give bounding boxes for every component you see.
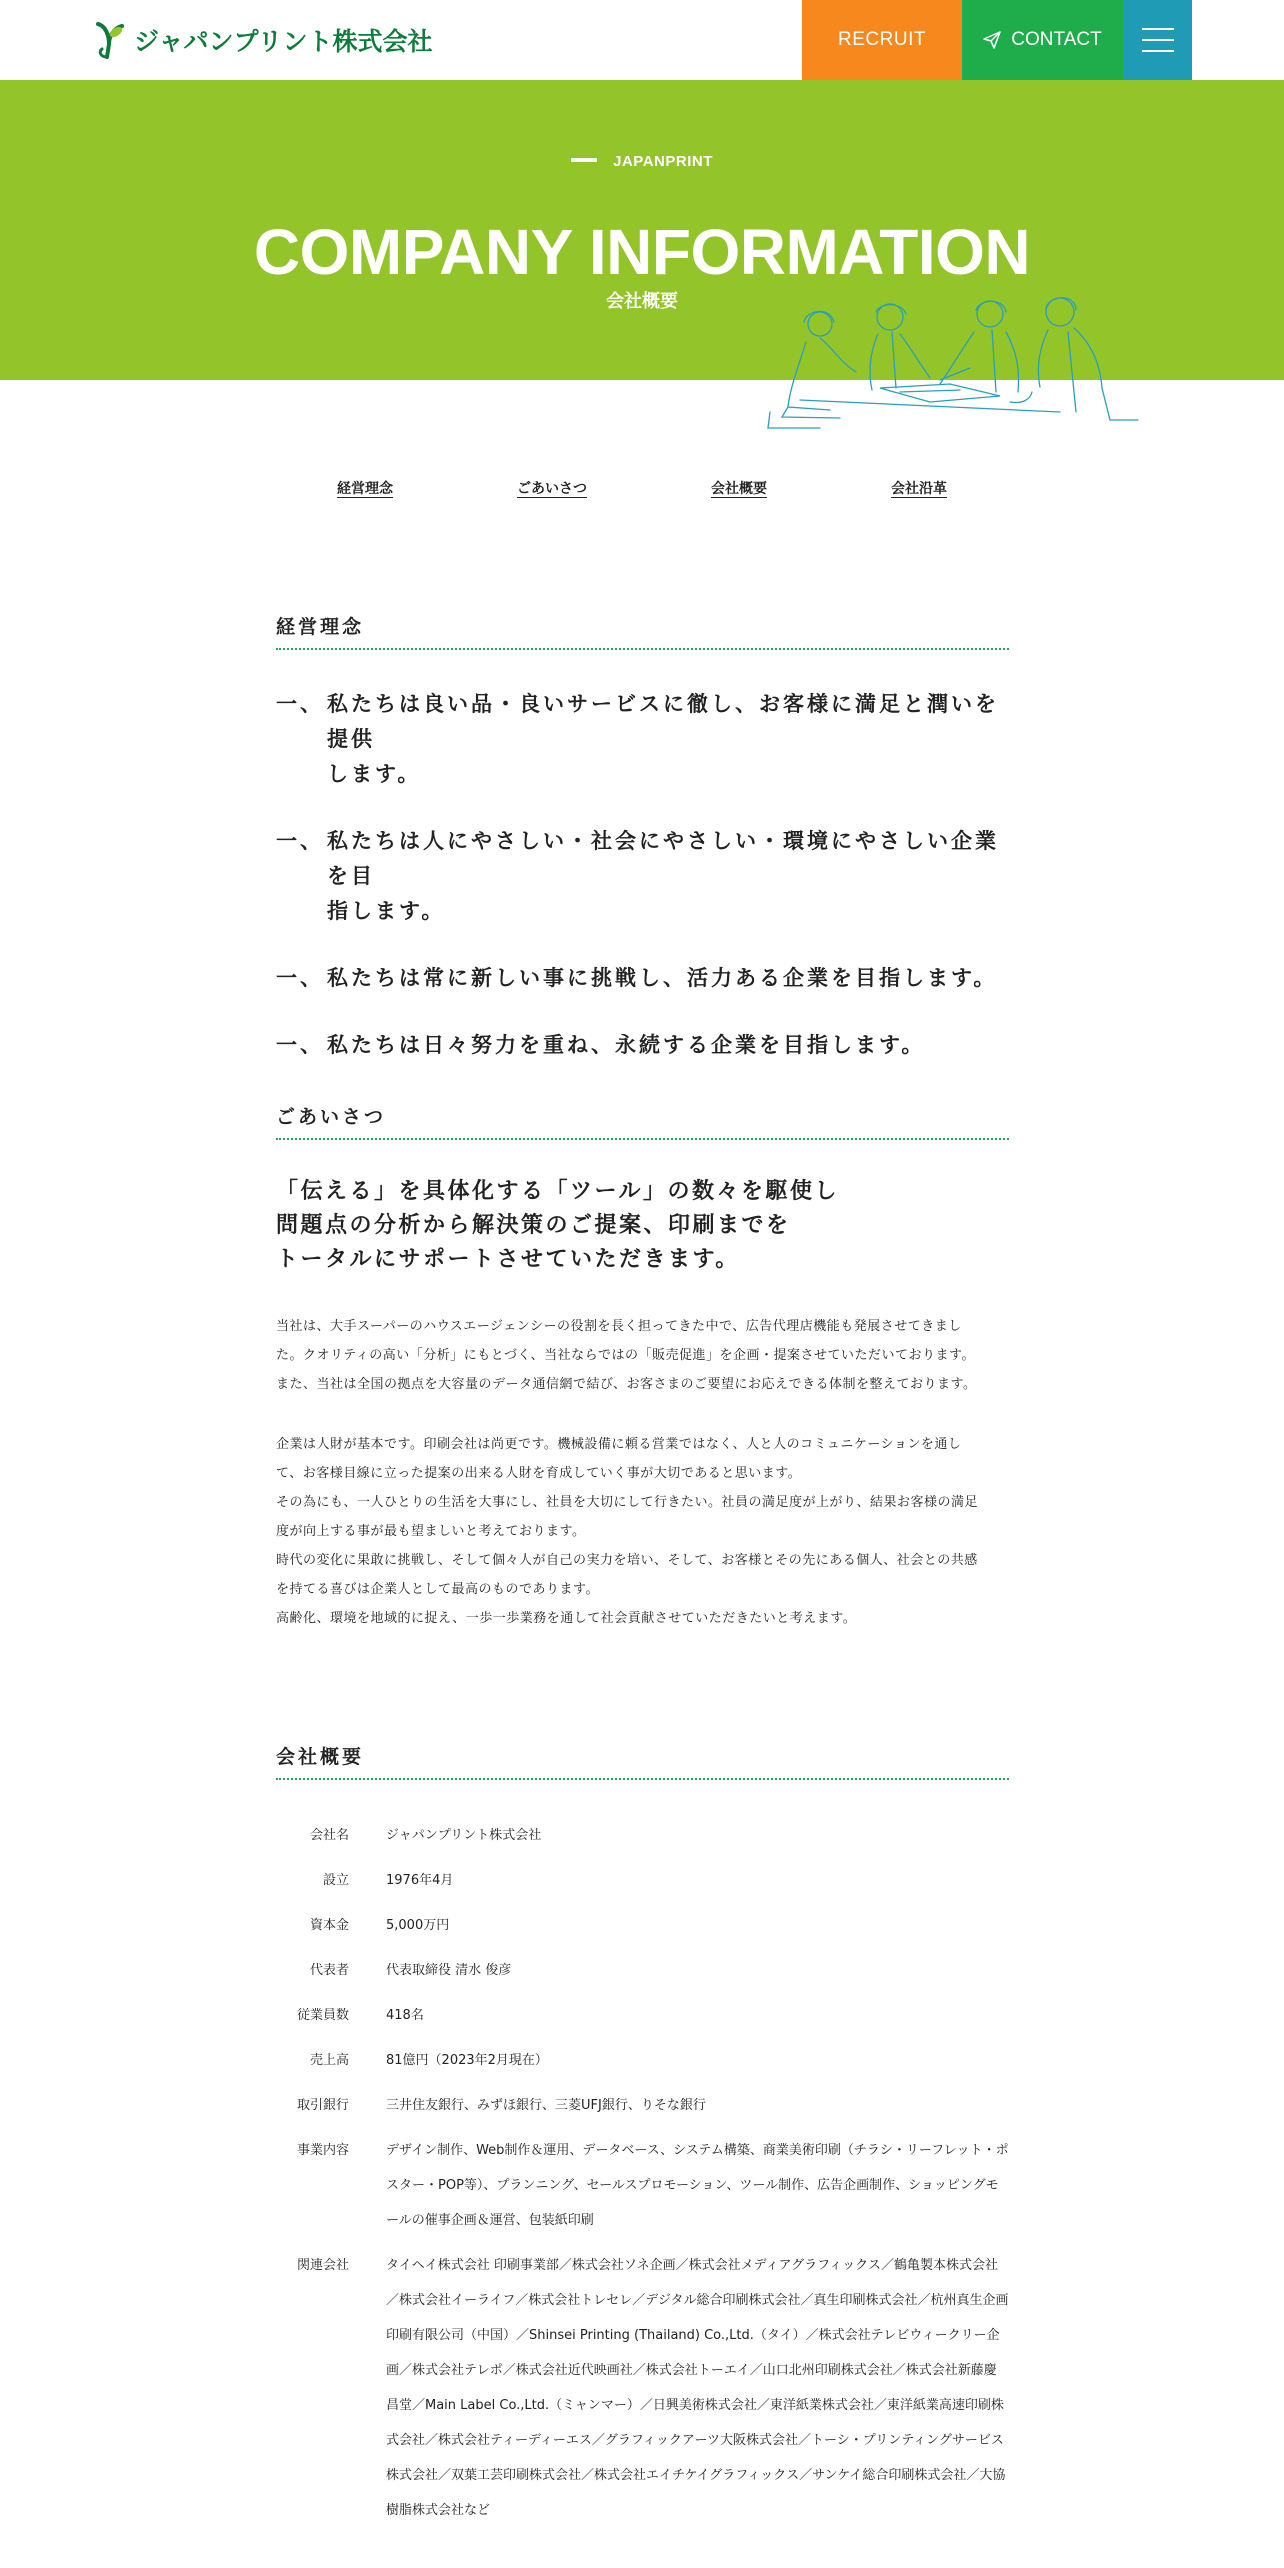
creed-mark: 一、 (276, 829, 324, 853)
company-info-table (276, 1818, 1009, 2538)
contact-button[interactable] (962, 0, 1123, 80)
table-row: 資本金 5,000万円 (309, 1918, 450, 1933)
hero-subtitle: JAPANPRINT (0, 153, 1284, 170)
creed-mark: 一、 (276, 966, 324, 990)
meeting-people-illustration (760, 292, 1140, 432)
recruit-button[interactable] (802, 0, 962, 80)
philosophy-item: 一、 私たちは常に新しい事に挑戦し、活力ある企業を目指します。 (276, 961, 1009, 996)
greeting-lead: 「伝える」を具体化する「ツール」の数々を駆使し 問題点の分析から解決策のご提案、印刷までを トータルにサポートさせていただきます。 (276, 1179, 840, 1272)
anchor-link-greeting[interactable]: ごあいさつ (517, 481, 587, 497)
table-row: 売上高 81億円（2023年2月現在） (309, 2053, 548, 2068)
table-row: 関連会社 タイヘイ株式会社 印刷事業部／株式会社ソネ企画／株式会社メディアグラフィックス／鶴亀製本株式会社／株式会社イーライフ／株式会社トレセレ／デジタル総合印刷株式会社／真生印刷株式会社／杭州真生企画印刷有限公司（中国）／Shinsei Printing (Thailand) Co.,Ltd.（タイ）／株式会社テレビウィークリー企画／株式会社テレポ／株式会社近代映画社／株式会社トーエイ／山口北州印刷株式会社／株式会社新藤慶昌堂／Main Label Co.,Ltd.（ミャンマー）／日興美術株式会社／東洋紙業株式会社／東洋紙業高速印刷株式会社／株式会社ティーディーエス／グラフィックアーツ大阪株式会社／トーシ・プリンティングサービス株式会社／双葉工芸印刷株式会社／株式会社エイチケイグラフィックス／サンケイ総合印刷株式会社／大協樹脂株式会社など (296, 2258, 1009, 2518)
philosophy-item: 一、 私たちは良い品・良いサービスに徹し、お客様に満足と潤いを提供 します。 (276, 687, 1009, 792)
site-header (0, 0, 1284, 80)
page-title: COMPANY INFORMATION (253, 216, 1031, 288)
table-row: 従業員数 418名 (296, 2008, 424, 2023)
menu-line-icon (1142, 28, 1174, 30)
greeting-paragraph: 企業は人財が基本です。印刷会社は尚更です。機械設備に頼る営業ではなく、人と人のコミュニケーションを通し て、お客様目線に立った提案の出来る人財を育成していく事が大切であると思います。 その為にも、一人ひとりの生活を大事にし、社員を大切にして行きたい。社員の満足度が上がり、結果お客様の満足 度が向上する事が最も望ましいと考えております。 時代の変化に果敢に挑戦し、そして個々人が自己の実力を培い、そして、お客様とその先にある個人、社会との共感 を持てる喜びは企業人として最高のものであります。 高齢化、環境を地域的に捉え、一歩一歩業務を通して社会貢献させていただきたいと考えます。 (276, 1437, 979, 1626)
leaf-logo-icon (92, 20, 126, 60)
section-heading-philosophy: 経営理念 (276, 612, 1009, 650)
paper-plane-icon (983, 31, 1001, 49)
anchor-link-overview[interactable]: 会社概要 (711, 481, 767, 497)
table-row: 事業内容 デザイン制作、Web制作＆運用、データベース、システム構築、商業美術印刷（チラシ・リーフレット・ポスター・POP等）、プランニング、セールスプロモーション、ツール制作、広告企画制作、ショッピングモールの催事企画＆運営、包装紙印刷 (296, 2143, 1009, 2228)
philosophy-list (276, 687, 1009, 1063)
contact-label: CONTACT (1011, 29, 1102, 50)
dash-icon (571, 158, 597, 162)
menu-line-icon (1142, 39, 1174, 41)
anchor-link-philosophy[interactable]: 経営理念 (337, 481, 393, 497)
table-row: 代表者 代表取締役 清水 俊彦 (309, 1963, 512, 1978)
table-row: 会社名 ジャパンプリント株式会社 (309, 1828, 542, 1843)
section-anchor-nav (0, 478, 1284, 502)
greeting-paragraph: 当社は、大手スーパーのハウスエージェンシーの役割を長く担ってきた中で、広告代理店機能も発展させてきまし た。クオリティの高い「分析」にもとづく、当社ならではの「販売促進」を企画・提案させていただいております。 また、当社は全国の拠点を大容量のデータ通信網で結び、お客さまのご要望にお応えできる体制を整えております。 (276, 1319, 977, 1392)
menu-line-icon (1142, 50, 1174, 52)
hamburger-menu-button[interactable] (1123, 0, 1192, 80)
page-title-jp: 会社概要 (606, 291, 678, 312)
logo-text: ジャパンプリント株式会社 (134, 27, 433, 56)
philosophy-item: 一、 私たちは人にやさしい・社会にやさしい・環境にやさしい企業を目 指します。 (276, 824, 1009, 929)
table-row: 取引銀行 三井住友銀行、みずほ銀行、三菱UFJ銀行、りそな銀行 (296, 2098, 706, 2113)
creed-mark: 一、 (276, 1033, 324, 1057)
anchor-link-history[interactable]: 会社沿革 (891, 481, 947, 497)
company-logo[interactable] (92, 20, 433, 60)
table-row: 設立 1976年4月 (322, 1873, 454, 1888)
philosophy-item: 一、 私たちは日々努力を重ね、永続する企業を目指します。 (276, 1028, 1009, 1063)
section-heading-overview: 会社概要 (276, 1742, 1009, 1780)
creed-mark: 一、 (276, 692, 324, 716)
recruit-label: RECRUIT (838, 29, 926, 50)
section-heading-greeting: ごあいさつ (276, 1102, 1009, 1140)
